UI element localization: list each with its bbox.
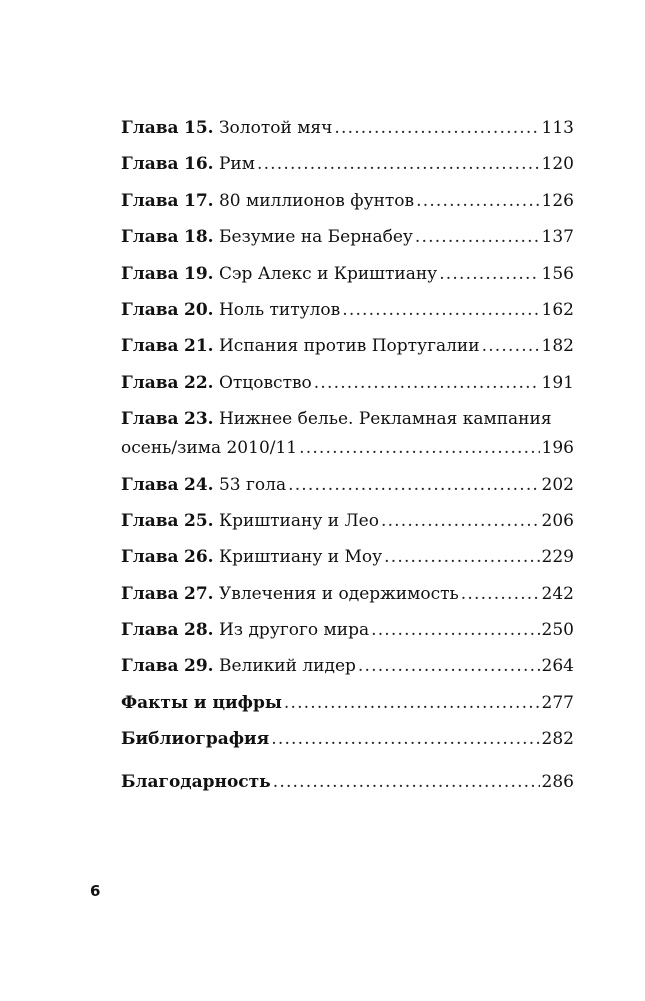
toc-page-number: 156 <box>541 263 574 284</box>
toc-page-number: 137 <box>541 227 574 248</box>
toc-page-number: 250 <box>541 620 574 641</box>
toc-page-number: 113 <box>541 118 574 138</box>
toc-page-number: 286 <box>541 771 574 792</box>
toc-page-number: 264 <box>541 656 574 677</box>
dot-leader <box>314 369 540 398</box>
table-of-contents <box>121 114 574 804</box>
toc-entry-label: Библиография <box>121 729 270 750</box>
toc-entry-label: Глава 22. Отцовство <box>121 372 312 393</box>
toc-page-number: 162 <box>541 299 574 320</box>
toc-entry-label: Глава 18. Безумие на Бернабеу <box>121 227 413 248</box>
toc-page-number: 196 <box>541 438 574 459</box>
toc-page-number: 120 <box>541 154 574 175</box>
toc-entry-label: Глава 21. Испания против Португалии <box>121 336 480 357</box>
toc-page-number: 242 <box>541 583 574 604</box>
toc-entry-label: Факты и цифры <box>121 692 282 713</box>
toc-entry-label: Благодарность <box>121 771 271 792</box>
dot-leader <box>371 616 539 645</box>
dot-leader <box>257 150 540 179</box>
toc-entry-chapter-19[interactable] <box>121 260 574 289</box>
toc-entry-chapter-27[interactable] <box>121 580 574 609</box>
dot-leader <box>342 296 539 325</box>
dot-leader <box>381 507 540 536</box>
toc-entry-label: Глава 26. Криштиану и Моу <box>121 547 383 568</box>
toc-entry-chapter-23[interactable] <box>121 405 574 463</box>
dot-leader <box>334 114 539 143</box>
toc-entry-label: Глава 29. Великий лидер <box>121 656 356 677</box>
toc-entry-chapter-28[interactable] <box>121 616 574 645</box>
toc-entry-label: Глава 16. Рим <box>121 154 255 175</box>
page-number: 6 <box>90 882 101 900</box>
dot-leader <box>284 689 540 718</box>
toc-entry-label: Глава 17. 80 миллионов фунтов <box>121 190 415 211</box>
toc-entry-chapter-22[interactable] <box>121 369 574 398</box>
toc-page-number: 229 <box>541 547 574 568</box>
toc-page-number: 182 <box>541 336 574 357</box>
dot-leader <box>358 652 540 681</box>
toc-entry-label: Глава 19. Сэр Алекс и Криштиану <box>121 263 438 284</box>
toc-entry-label: Глава 25. Криштиану и Лео <box>121 510 379 531</box>
toc-page-number: 277 <box>541 692 574 713</box>
toc-entry-chapter-21[interactable] <box>121 332 574 361</box>
toc-entry-chapter-16[interactable] <box>121 150 574 179</box>
dot-leader <box>482 332 540 361</box>
dot-leader <box>273 768 540 797</box>
dot-leader <box>415 223 540 252</box>
dot-leader <box>384 543 539 572</box>
toc-entry-chapter-17[interactable] <box>121 187 574 216</box>
dot-leader <box>416 187 539 216</box>
toc-entry-chapter-26[interactable] <box>121 543 574 572</box>
toc-entry-acknowledgements[interactable] <box>121 768 574 797</box>
toc-entry-chapter-15[interactable] <box>121 114 574 143</box>
dot-leader <box>271 725 539 754</box>
dot-leader <box>461 580 540 609</box>
toc-page-number: 126 <box>541 190 574 211</box>
toc-entry-facts[interactable] <box>121 689 574 718</box>
toc-entry-chapter-20[interactable] <box>121 296 574 325</box>
dot-leader <box>439 260 539 289</box>
toc-entry-chapter-25[interactable] <box>121 507 574 536</box>
toc-entry-label: Глава 15. Золотой мяч <box>121 118 333 138</box>
toc-entry-label: Глава 28. Из другого мира <box>121 620 370 641</box>
toc-entry-bibliography[interactable] <box>121 725 574 754</box>
toc-entry-chapter-24[interactable] <box>121 471 574 500</box>
toc-page-number: 206 <box>541 510 574 531</box>
toc-page-number: 191 <box>541 372 574 393</box>
toc-entry-label: Глава 23. Нижнее белье. Рекламная кампания <box>121 409 552 430</box>
toc-entry-label-continued: осень/зима 2010/11 <box>121 438 298 459</box>
toc-entry-chapter-18[interactable] <box>121 223 574 252</box>
dot-leader <box>288 471 539 500</box>
dot-leader <box>299 434 539 463</box>
toc-page-number: 282 <box>541 729 574 750</box>
toc-entry-chapter-29[interactable] <box>121 652 574 681</box>
toc-page-number: 202 <box>541 474 574 495</box>
toc-entry-label: Глава 24. 53 гола <box>121 474 287 495</box>
toc-entry-label: Глава 20. Ноль титулов <box>121 299 341 320</box>
toc-entry-label: Глава 27. Увлечения и одержимость <box>121 583 459 604</box>
